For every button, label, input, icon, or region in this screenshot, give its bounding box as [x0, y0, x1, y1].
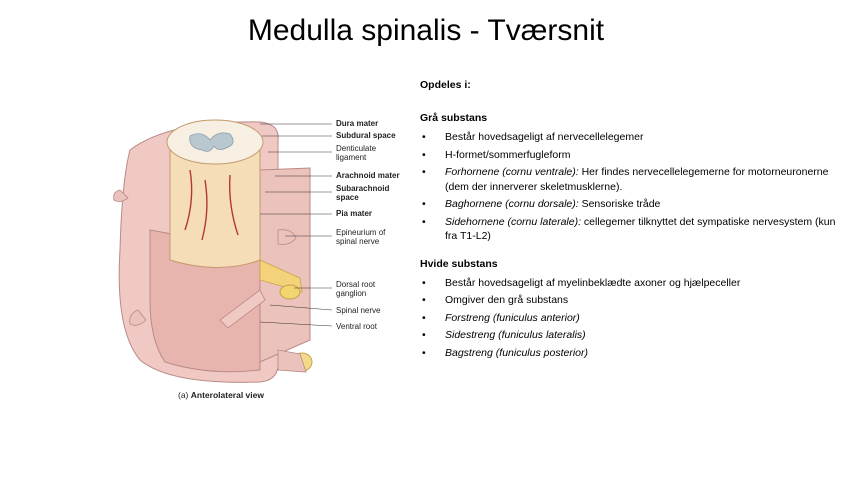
white-item-5-text: Bagstreng (funiculus posterior) [445, 346, 588, 359]
list-item [420, 165, 840, 194]
label-spinal-nerve: Spinal nerve [336, 306, 381, 315]
spinal-cord-illustration [110, 100, 410, 410]
content-text [420, 78, 840, 363]
grey-item-5-term: Sidehornene (cornu laterale): [445, 215, 581, 228]
list-item [420, 276, 840, 291]
label-dura-mater: Dura mater [336, 119, 379, 128]
label-pia-mater: Pia mater [336, 209, 373, 218]
caption-text: Anterolateral view [190, 390, 264, 400]
label-denticulate-2: ligament [336, 153, 367, 162]
label-ventral-root: Ventral root [336, 322, 377, 331]
label-subarachnoid-1: Subarachnoid [336, 184, 390, 193]
slide-title: Medulla spinalis - Tværsnit [247, 14, 605, 47]
grey-item-3-term: Forhornene (cornu ventrale): [445, 166, 579, 178]
list-item [420, 148, 840, 163]
list-item [420, 197, 840, 212]
list-item [420, 311, 840, 326]
grey-matter-heading: Grå substans [420, 112, 488, 124]
grey-item-3-desc: Her findes nervecellelegemerne for motorneuronerne (dem der innerverer skeletmusklerne). [445, 166, 829, 193]
label-dorsal-root-2: ganglion [336, 289, 367, 298]
label-epineurium-2: spinal nerve [336, 237, 380, 246]
label-dorsal-root-1: Dorsal root [336, 280, 376, 289]
list-item [420, 293, 840, 308]
grey-item-2-text: H-formet/sommerfugleform [445, 148, 571, 161]
list-item [420, 328, 840, 343]
caption-letter: (a) [178, 390, 189, 400]
label-subarachnoid-2: space [336, 193, 359, 202]
dorsal-root-ganglion [280, 285, 300, 299]
label-epineurium-1: Epineurium of [336, 228, 386, 237]
white-item-4-text: Sidestreng (funiculus lateralis) [445, 329, 586, 341]
grey-item-1-text: Består hovedsageligt af nervecellelegemer [445, 131, 644, 143]
white-item-1-text: Består hovedsageligt af myelinbeklædte axoner og hjælpeceller [445, 276, 741, 289]
list-item [420, 346, 840, 361]
label-arachnoid-mater: Arachnoid mater [336, 171, 400, 180]
label-denticulate-1: Denticulate [336, 144, 377, 153]
grey-item-5-desc: cellegemer tilknyttet det sympatiske nervesystem (kun fra T1-L2) [445, 215, 836, 242]
grey-item-4-term: Baghornene (cornu dorsale): [445, 198, 579, 210]
label-subdural-space: Subdural space [336, 131, 396, 140]
white-item-2-text: Omgiver den grå substans [445, 294, 569, 306]
list-item [420, 215, 840, 244]
grey-matter-list [420, 130, 840, 244]
white-matter-heading: Hvide substans [420, 257, 498, 270]
white-matter-list [420, 276, 840, 361]
figure-caption [178, 390, 264, 400]
list-item [420, 130, 840, 145]
intro-heading: Opdeles i: [420, 79, 471, 91]
grey-item-4-desc: Sensoriske tråde [578, 198, 661, 210]
white-item-3-text: Forstreng (funiculus anterior) [445, 311, 580, 324]
